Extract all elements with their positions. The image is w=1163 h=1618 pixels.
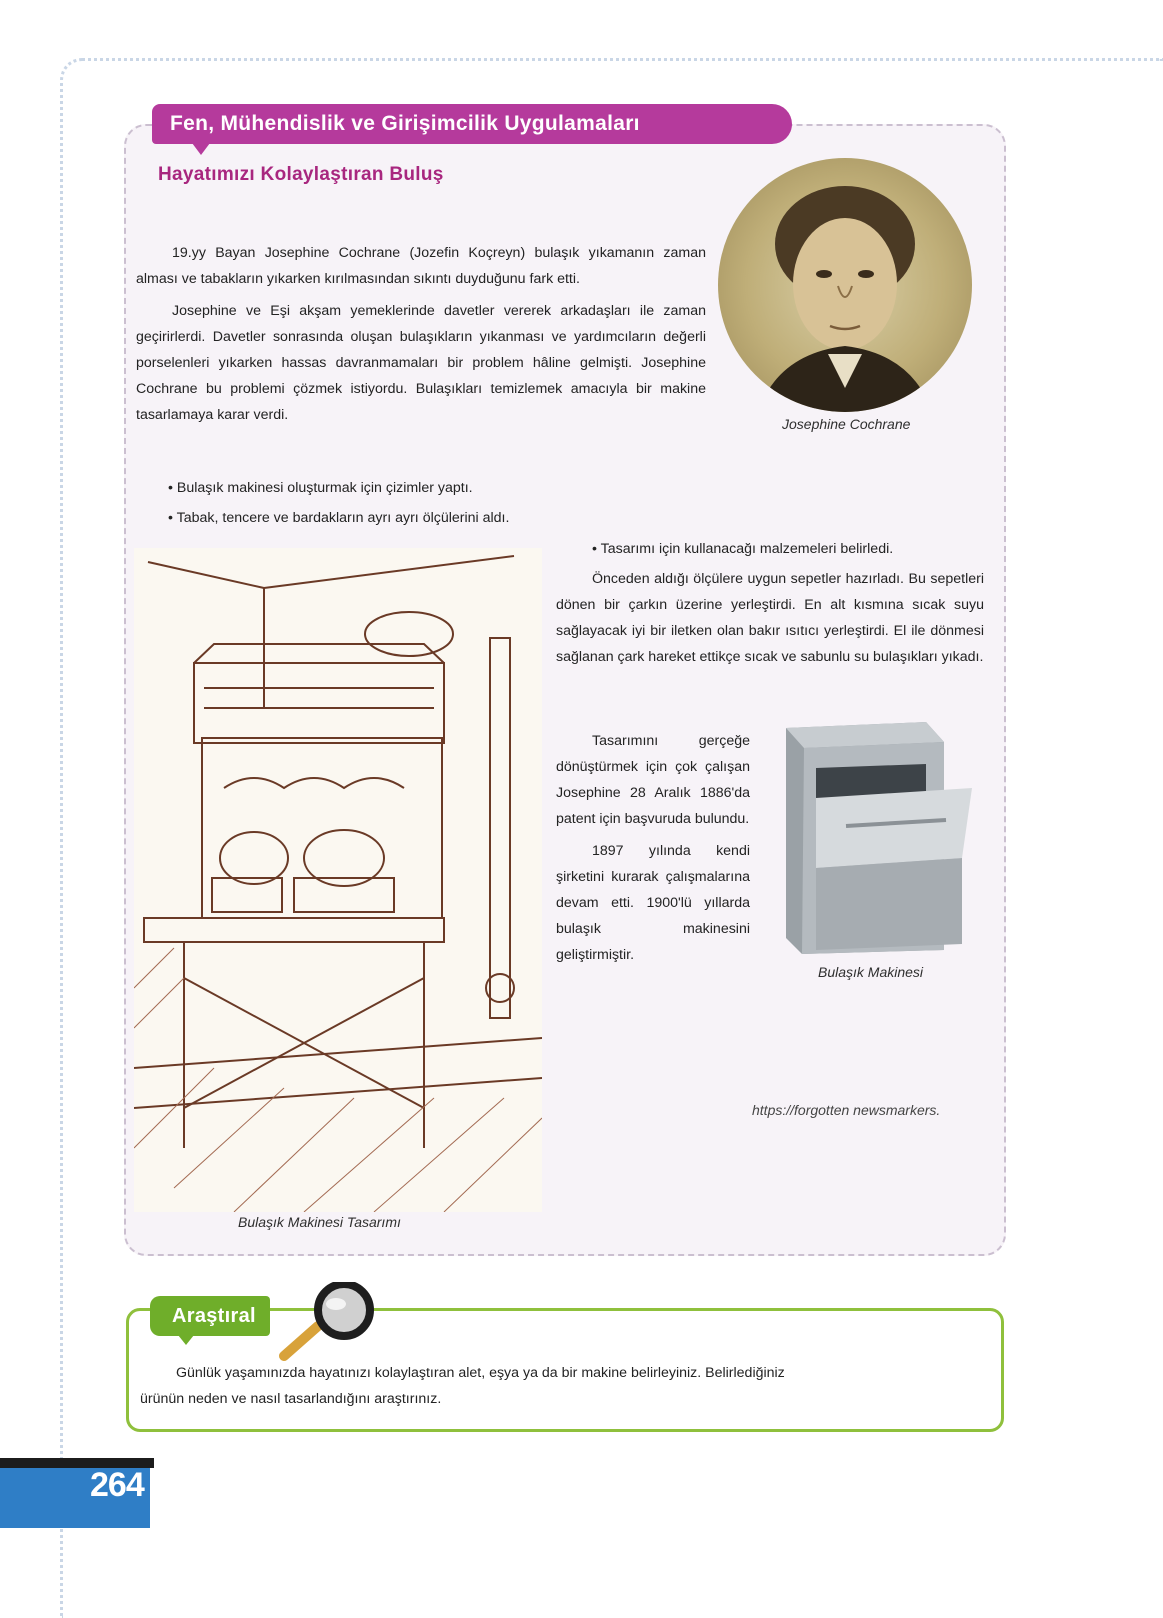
banner-tail bbox=[192, 143, 210, 155]
paragraph-5: 1897 yılında kendi şirketini kurarak çalışmalarına devam etti. 1900'lü yıllarda bulaşık makinesini geliştirmiştir. bbox=[556, 843, 750, 963]
sketch-caption: Bulaşık Makinesi Tasarımı bbox=[238, 1214, 401, 1230]
josephine-portrait bbox=[718, 158, 972, 412]
paragraph-1: 19.yy Bayan Josephine Cochrane (Jozefin Koçreyn) bulaşık yıkamanın zaman alması ve tabakların yıkarken kırılmasından sıkıntı duyduğunu fark etti. bbox=[136, 245, 706, 287]
paragraph-4-block bbox=[556, 728, 750, 974]
paragraph-2: Josephine ve Eşi akşam yemeklerinde davetler vererek arkadaşları ile zaman geçirirlerdi. Davetler sonrasında oluşan bulaşıkların yıkanması ve yardımcıların değerli porselenleri yıkarken hassas davranmamaları bir problem hâline gelmişti. Josephine Cochrane bu problemi çözmek istiyordu. Bulaşıkları temizlemek amacıyla bir makine tasarlamaya karar verdi. bbox=[136, 303, 706, 423]
bullet-1: • Bulaşık makinesi oluşturmak için çizimler yaptı. bbox=[168, 480, 473, 496]
research-tab: Araştıral bbox=[150, 1296, 270, 1336]
research-text bbox=[140, 1360, 988, 1412]
research-text-line-2: ürünün neden ve nasıl tasarlandığını araştırınız. bbox=[140, 1391, 442, 1407]
paragraph-3: Önceden aldığı ölçülere uygun sepetler hazırladı. Bu sepetleri dönen bir çarkın üzerine yerleştirdi. En alt kısmına sıcak suyu sağlayacak iyi bir iletken olan bakır ısıtıcı yerleştirdi. El ile dönmesi sağlanan çark hareket ettikçe sıcak ve sabunlu su bulaşıkları yıkadı. bbox=[556, 571, 984, 665]
bullet-3: • Tasarımı için kullanacağı malzemeleri belirledi. bbox=[592, 541, 894, 557]
page-number: 264 bbox=[90, 1466, 144, 1504]
source-citation: https://forgotten newsmarkers. bbox=[752, 1102, 941, 1118]
bullet-2: • Tabak, tencere ve bardakların ayrı ayrı ölçülerini aldı. bbox=[168, 510, 510, 526]
intro-text bbox=[136, 240, 706, 434]
magnifier-illustration bbox=[268, 1282, 388, 1372]
page-subtitle: Hayatımızı Kolaylaştıran Buluş bbox=[158, 164, 444, 185]
portrait-caption: Josephine Cochrane bbox=[782, 416, 911, 432]
portrait-illustration bbox=[718, 158, 972, 412]
paragraph-3-block bbox=[556, 566, 984, 676]
section-banner: Fen, Mühendislik ve Girişimcilik Uygulamaları bbox=[152, 104, 792, 144]
dishwasher-illustration bbox=[776, 718, 982, 958]
research-text-line-1: Günlük yaşamınızda hayatınızı kolaylaştıran alet, eşya ya da bir makine belirleyiniz. Belirlediğiniz bbox=[176, 1365, 785, 1381]
sketch-illustration bbox=[134, 548, 542, 1212]
paragraph-4: Tasarımını gerçeğe dönüştürmek için çok çalışan Josephine 28 Aralık 1886'da patent için başvuruda bulundu. bbox=[556, 733, 750, 827]
magnifier-icon bbox=[268, 1282, 388, 1372]
modern-dishwasher-image bbox=[776, 718, 982, 958]
research-tab-tail bbox=[178, 1335, 194, 1345]
dishwasher-design-sketch bbox=[134, 548, 542, 1212]
dishwasher-caption: Bulaşık Makinesi bbox=[818, 964, 924, 980]
